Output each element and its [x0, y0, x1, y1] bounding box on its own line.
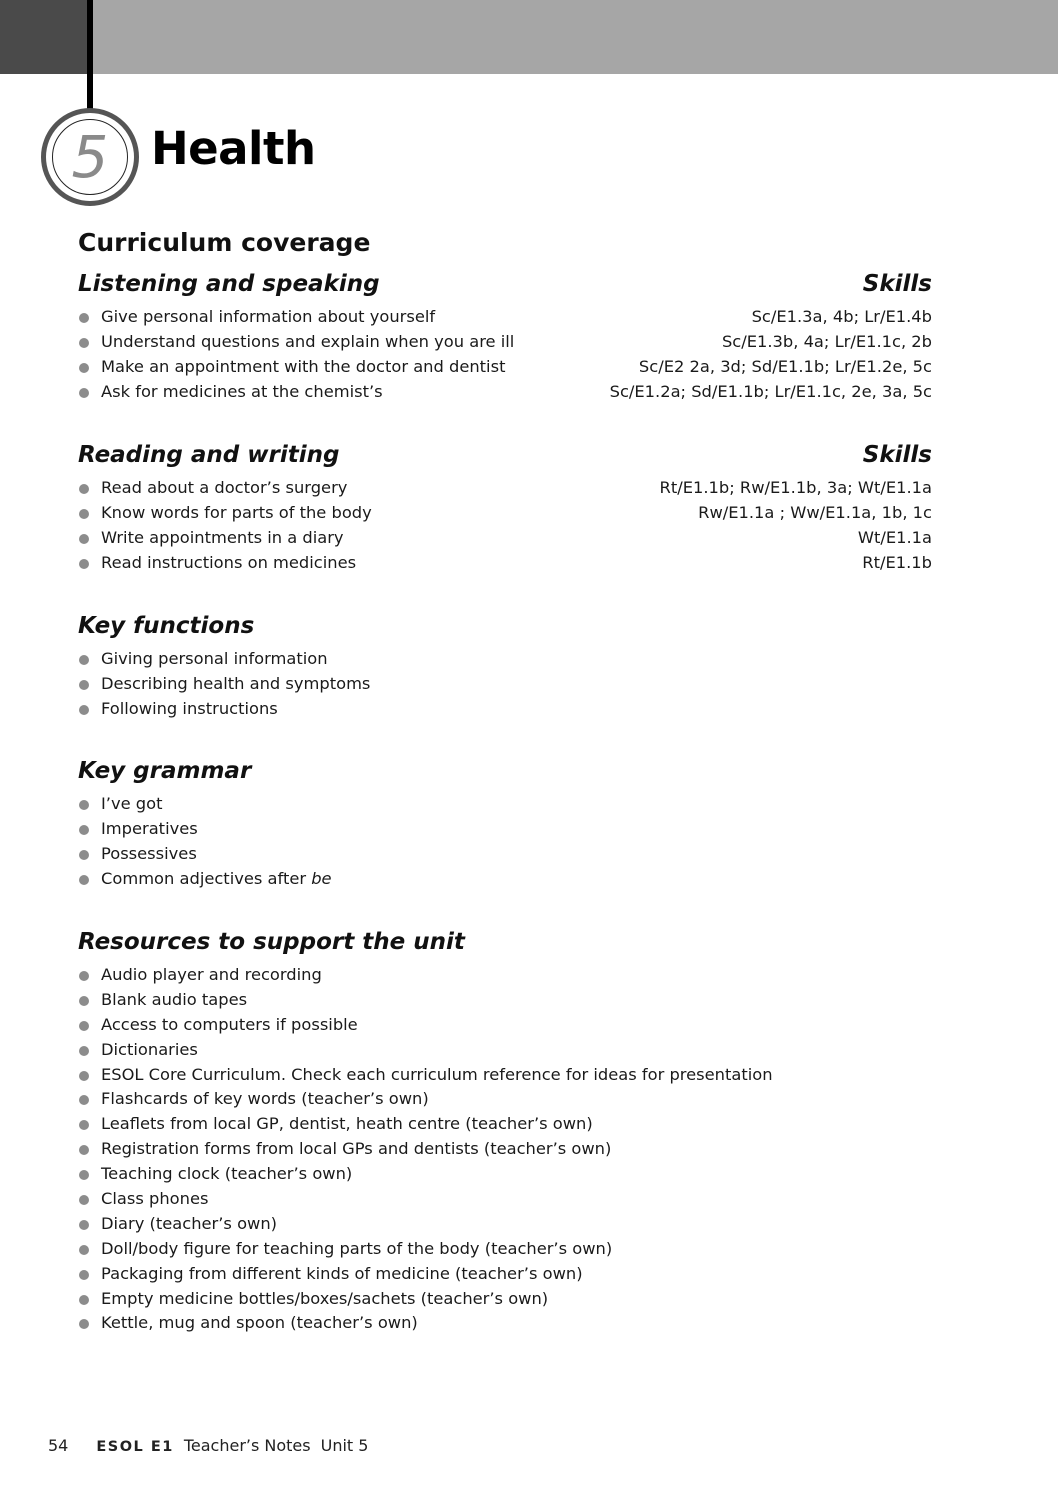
item-text — [78, 842, 197, 867]
section-heading — [78, 438, 932, 472]
item-text-main: Describing health and symptoms — [101, 673, 371, 693]
skills-label: Skills — [862, 442, 932, 468]
list-item — [78, 551, 932, 576]
unit-number-badge — [41, 108, 139, 206]
item-text — [78, 672, 370, 697]
section-title: Listening and speaking — [78, 271, 380, 297]
list-item — [78, 355, 932, 380]
item-text-main: Common adjectives after — [101, 868, 312, 888]
item-text — [78, 817, 198, 842]
list-item — [78, 476, 932, 501]
item-text-main: Empty medicine bottles/boxes/sachets (teacher’s own) — [101, 1288, 549, 1308]
skills-label: Skills — [862, 271, 932, 297]
item-text — [78, 1013, 358, 1038]
item-text-main: Class phones — [101, 1189, 209, 1209]
item-skills: Wt/E1.1a — [857, 527, 932, 547]
item-skills: Sc/E1.2a; Sd/E1.1b; Lr/E1.1c, 2e, 3a, 5c — [609, 381, 932, 401]
list-item — [78, 842, 932, 867]
section-heading — [78, 754, 932, 788]
item-text — [78, 330, 514, 355]
section-listening-speaking — [78, 267, 932, 405]
item-text — [78, 1137, 611, 1162]
item-skills: Sc/E1.3a, 4b; Lr/E1.4b — [751, 307, 932, 326]
list-item — [78, 697, 932, 722]
section-title: Key functions — [78, 613, 255, 639]
item-text-main: Packaging from different kinds of medicine (teacher’s own) — [101, 1263, 583, 1283]
item-text — [78, 988, 247, 1013]
item-text-main: Doll/body figure for teaching parts of the body (teacher’s own) — [101, 1238, 613, 1258]
item-text-main: Giving personal information — [101, 649, 328, 668]
item-text — [78, 1162, 352, 1187]
header-connector-line — [87, 0, 93, 110]
list-item — [78, 526, 932, 551]
item-text-main: Possessives — [101, 843, 197, 863]
item-text-main: Leaflets from local GP, dentist, heath centre (teacher’s own) — [101, 1114, 593, 1134]
page-footer — [48, 1436, 378, 1455]
item-text — [78, 476, 347, 501]
item-text — [78, 501, 372, 526]
item-text-main: I’ve got — [101, 794, 163, 813]
item-text-main: Make an appointment with the doctor and dentist — [101, 356, 506, 376]
item-text-main: Access to computers if possible — [101, 1014, 358, 1034]
header-band-light — [93, 0, 1058, 74]
list-item — [78, 1087, 932, 1112]
item-text — [78, 697, 278, 722]
section-reading-writing — [78, 438, 932, 576]
list-item — [78, 867, 932, 892]
list-item — [78, 1311, 932, 1336]
item-text-main: Audio player and recording — [101, 965, 322, 984]
item-text-main: Kettle, mug and spoon (teacher’s own) — [101, 1313, 418, 1333]
list-item — [78, 963, 932, 988]
footer-series: ESOL E1 — [96, 1439, 174, 1455]
list-item — [78, 792, 932, 817]
item-text — [78, 867, 332, 892]
item-text — [78, 1287, 548, 1312]
footer-unit: Unit 5 — [320, 1436, 369, 1455]
item-text — [78, 380, 383, 405]
item-text — [78, 1311, 418, 1336]
list-item — [78, 1112, 932, 1137]
item-text-main: Following instructions — [101, 698, 278, 718]
item-text — [78, 1087, 429, 1112]
list-item — [78, 817, 932, 842]
item-text-main: Teaching clock (teacher’s own) — [101, 1164, 353, 1184]
page-number: 54 — [48, 1436, 69, 1455]
list-item — [78, 1287, 932, 1312]
section-title: Reading and writing — [78, 442, 340, 468]
bullet-list — [78, 305, 932, 405]
item-text-main: Imperatives — [101, 818, 198, 838]
item-text — [78, 963, 322, 988]
item-text — [78, 305, 435, 330]
list-item — [78, 988, 932, 1013]
section-heading — [78, 609, 932, 643]
section-heading — [78, 925, 932, 959]
page-title: Health — [151, 122, 316, 175]
list-item — [78, 1237, 932, 1262]
unit-number: 5 — [52, 119, 128, 195]
item-text-main: Flashcards of key words (teacher’s own) — [101, 1089, 429, 1109]
item-skills: Sc/E2 2a, 3d; Sd/E1.1b; Lr/E1.2e, 5c — [638, 356, 932, 376]
item-text-main: Read about a doctor’s surgery — [101, 478, 348, 497]
list-item — [78, 1137, 932, 1162]
item-text-main: Registration forms from local GPs and dentists (teacher’s own) — [101, 1139, 612, 1159]
item-text-main: Know words for parts of the body — [101, 502, 372, 522]
item-text-main: Write appointments in a diary — [101, 527, 344, 547]
item-skills: Sc/E1.3b, 4a; Lr/E1.1c, 2b — [721, 331, 932, 351]
list-item — [78, 1262, 932, 1287]
item-text-main: Ask for medicines at the chemist’s — [101, 381, 383, 401]
item-text — [78, 1187, 208, 1212]
item-text — [78, 1212, 277, 1237]
item-skills: Rw/E1.1a ; Ww/E1.1a, 1b, 1c — [698, 502, 932, 522]
item-text — [78, 355, 505, 380]
item-text — [78, 1237, 612, 1262]
bullet-list — [78, 963, 932, 1336]
bullet-list — [78, 476, 932, 576]
item-text-main: Give personal information about yourself — [101, 307, 436, 326]
section-key-functions — [78, 609, 932, 722]
item-text-main: Read instructions on medicines — [101, 552, 357, 572]
list-item — [78, 672, 932, 697]
bullet-list — [78, 647, 932, 722]
list-item — [78, 1162, 932, 1187]
item-text — [78, 1038, 198, 1063]
section-title: Resources to support the unit — [78, 929, 465, 955]
item-text-main: ESOL Core Curriculum. Check each curriculum reference for ideas for presentation — [101, 1064, 773, 1084]
item-skills: Rt/E1.1b — [862, 552, 932, 572]
item-text-main: Dictionaries — [101, 1039, 198, 1059]
item-skills: Rt/E1.1b; Rw/E1.1b, 3a; Wt/E1.1a — [659, 478, 932, 497]
item-text-main: Diary (teacher’s own) — [101, 1213, 278, 1233]
bullet-list — [78, 792, 932, 892]
item-text-italic: be — [311, 868, 332, 888]
item-text-main: Blank audio tapes — [101, 989, 248, 1009]
section-resources — [78, 925, 932, 1336]
list-item — [78, 1212, 932, 1237]
list-item — [78, 380, 932, 405]
item-text — [78, 647, 328, 672]
header-band-dark — [0, 0, 88, 74]
item-text — [78, 526, 344, 551]
section-heading — [78, 267, 932, 301]
list-item — [78, 1187, 932, 1212]
section-key-grammar — [78, 754, 932, 892]
curriculum-heading: Curriculum coverage — [78, 228, 371, 257]
item-text-main: Understand questions and explain when you are ill — [101, 331, 515, 351]
list-item — [78, 647, 932, 672]
item-text — [78, 1262, 583, 1287]
footer-notes: Teacher’s Notes — [183, 1436, 311, 1455]
item-text — [78, 792, 162, 817]
list-item — [78, 305, 932, 330]
item-text — [78, 1063, 773, 1088]
list-item — [78, 330, 932, 355]
list-item — [78, 1063, 932, 1088]
list-item — [78, 501, 932, 526]
section-title: Key grammar — [78, 758, 252, 784]
list-item — [78, 1038, 932, 1063]
item-text — [78, 1112, 593, 1137]
item-text — [78, 551, 356, 576]
list-item — [78, 1013, 932, 1038]
